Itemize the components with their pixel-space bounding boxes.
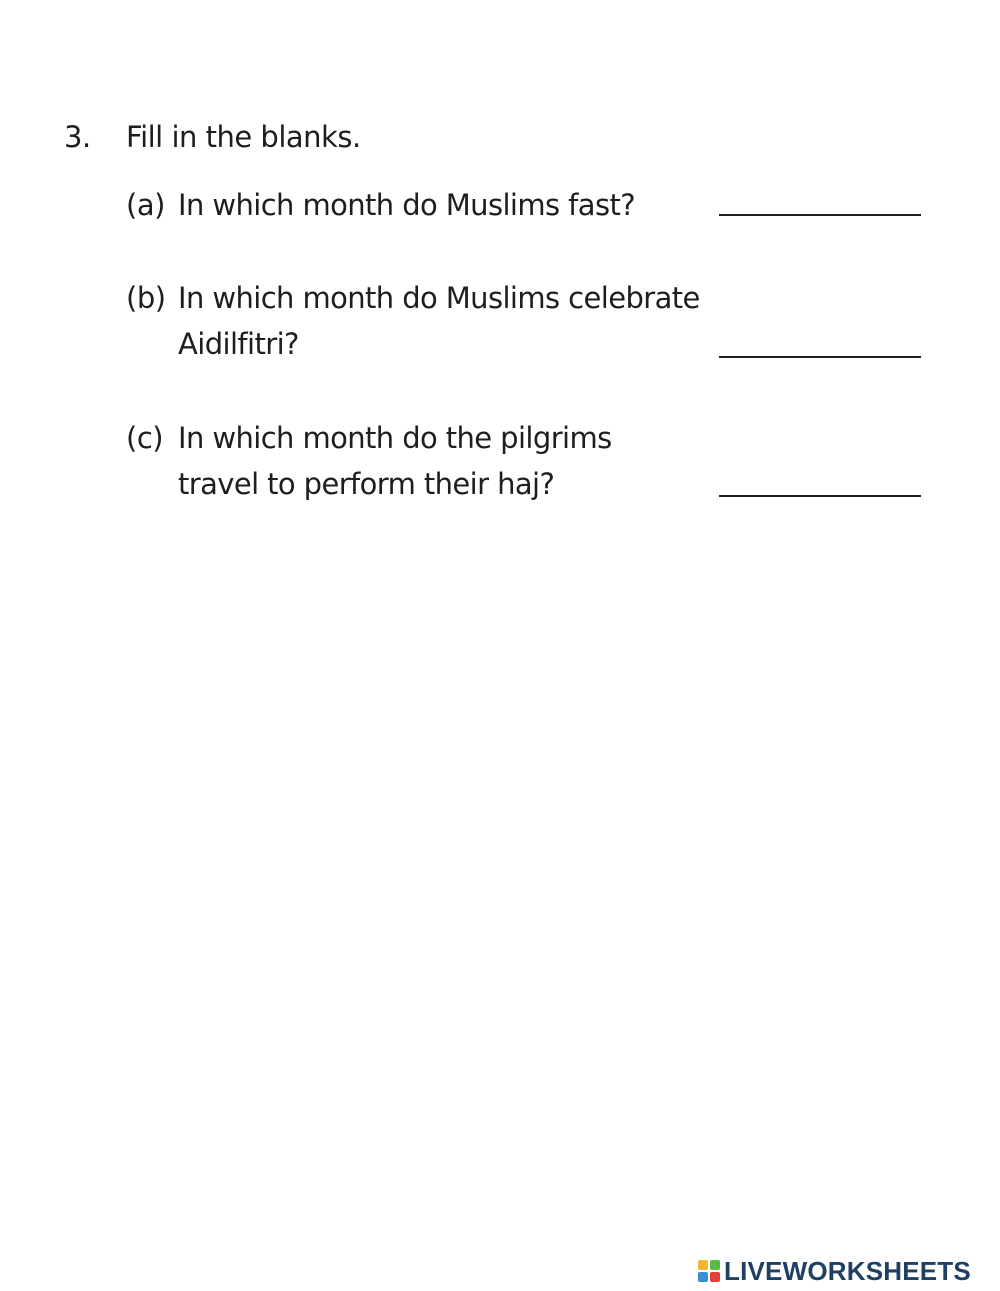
question-number: 3. xyxy=(64,120,91,154)
item-c-question-line2: travel to perform their haj? xyxy=(178,467,555,501)
item-b-answer-blank[interactable] xyxy=(719,356,921,358)
item-c-letter: (c) xyxy=(126,421,164,455)
logo-square-4 xyxy=(710,1272,720,1282)
logo-square-2 xyxy=(710,1260,720,1270)
liveworksheets-logo-icon xyxy=(698,1260,720,1282)
item-c-question-line1: In which month do the pilgrims xyxy=(178,421,612,455)
brand-name: LIVEWORKSHEETS xyxy=(724,1255,971,1286)
logo-square-1 xyxy=(698,1260,708,1270)
item-c-answer-blank[interactable] xyxy=(719,495,921,497)
item-a-question: In which month do Muslims fast? xyxy=(178,188,636,222)
item-b-letter: (b) xyxy=(126,281,166,315)
liveworksheets-brand xyxy=(698,1256,971,1286)
question-title: Fill in the blanks. xyxy=(126,120,361,154)
item-a-letter: (a) xyxy=(126,188,165,222)
item-a-answer-blank[interactable] xyxy=(719,214,921,216)
item-b-question-line1: In which month do Muslims celebrate xyxy=(178,281,700,315)
item-b-question-line2: Aidilfitri? xyxy=(178,327,299,361)
logo-square-3 xyxy=(698,1272,708,1282)
